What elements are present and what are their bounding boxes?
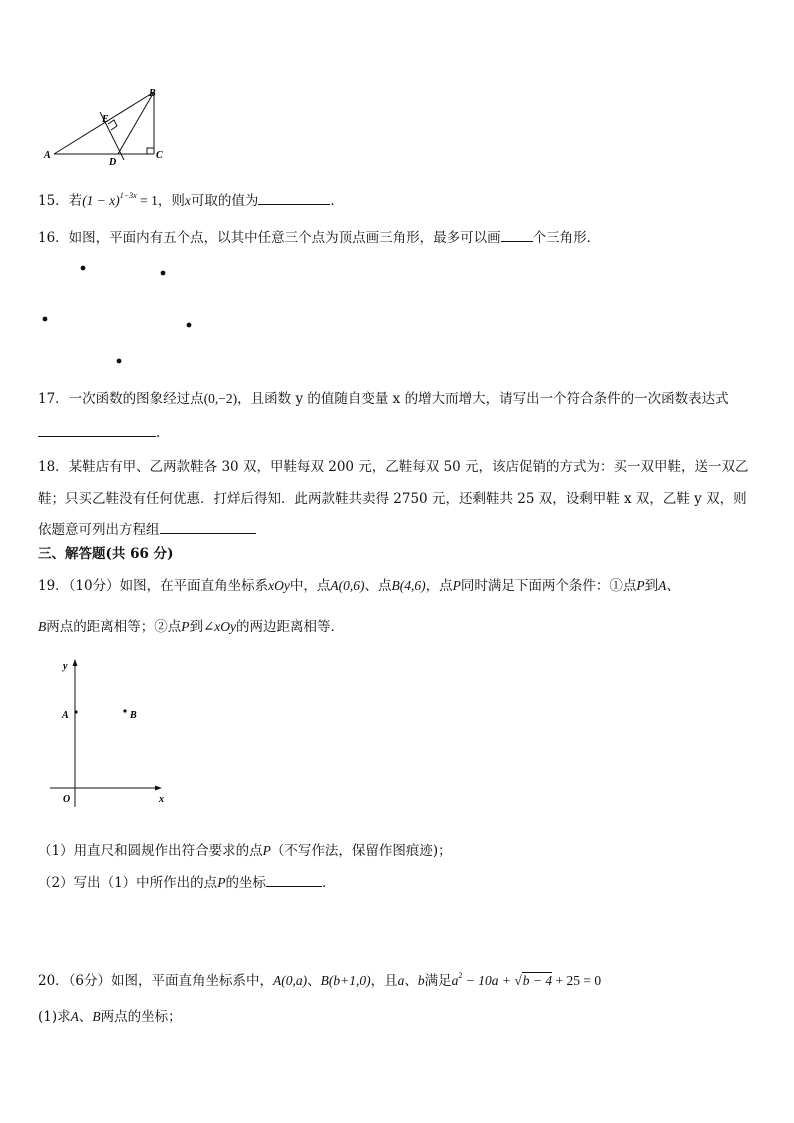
label-A: A [44, 150, 51, 161]
point-1 [81, 266, 86, 271]
question-20-part-1 [38, 1008, 182, 1026]
q19-point-a: A(0,6) [330, 578, 365, 593]
segment-BD [118, 92, 154, 154]
q20-satisfy: 满足 [424, 973, 452, 989]
q19-part1-prefix: （1）用直尺和圆规作出符合要求的点 [38, 843, 263, 859]
q19-sep: 、 [666, 578, 680, 594]
q17-answer-blank[interactable] [38, 424, 156, 437]
point-A [74, 710, 77, 713]
q19-part1-suffix: （不写作法，保留作图痕迹)； [270, 843, 452, 859]
q20-eq-square: 2 [458, 971, 463, 980]
q19-angle: ∠xOy [203, 619, 237, 634]
q19-line2a: 两点的距离相等；②点 [46, 619, 182, 635]
question-18-line-3 [38, 521, 256, 539]
q19-mid3: ，点 [425, 578, 453, 594]
q20-a: a [397, 973, 405, 988]
q19-p2: P [636, 578, 645, 593]
q20-mid: ，且 [370, 973, 398, 989]
q20-sep: 、 [307, 973, 321, 989]
question-19-line-2 [38, 618, 344, 636]
q19-part2-end: ． [321, 875, 336, 891]
q19-line2c: 的两边距离相等． [236, 619, 345, 635]
q15-suffix: 可取的值为 [190, 193, 259, 209]
label-E: E [102, 114, 109, 125]
q19-part2-p: P [217, 875, 226, 890]
question-17 [38, 390, 729, 408]
question-17-answer-line [38, 424, 160, 442]
q15-end: ． [330, 193, 344, 209]
q20-eq-sqrt: b − 4 [522, 973, 553, 988]
q15-exponent: 1−3x [119, 191, 137, 200]
point-2 [161, 271, 166, 276]
q17-point: (0,−2) [203, 391, 238, 406]
q15-answer-blank[interactable] [258, 192, 330, 205]
q20-part1-a: A [70, 1009, 79, 1024]
sqrt-icon: √ [514, 973, 522, 988]
q19-line2b: 到 [189, 619, 203, 635]
question-19-part-2 [38, 874, 335, 892]
question-19-line-1 [38, 577, 680, 595]
graph-label-a: A [62, 710, 69, 721]
graph-label-b: B [130, 710, 137, 721]
q15-rhs: = 1 [136, 193, 158, 208]
q20-comma: 、 [404, 973, 418, 989]
q19-prefix: 19．（10分）如图，在平面直角坐标系 [38, 578, 269, 594]
q19-part1-p: P [262, 843, 271, 858]
question-18-line-2: 鞋；只买乙鞋没有任何优惠．打烊后得知．此两款鞋共卖得 2750 元，还剩鞋共 25 双，设剩甲鞋 x 双，乙鞋 y 双，则 [38, 491, 747, 507]
coordinate-graph [46, 655, 176, 810]
q16-text: 16．如图，平面内有五个点，以其中任意三个点为顶点画三角形，最多可以画 [38, 230, 501, 246]
graph-label-x: x [159, 794, 164, 805]
q20-point-a: A(0,a) [273, 973, 308, 988]
q19-p3: P [181, 619, 190, 634]
q19-b: B [38, 619, 47, 634]
graph-label-y: y [63, 661, 68, 672]
label-B: B [149, 88, 156, 99]
q16-suffix: 个三角形． [532, 230, 601, 246]
triangle-figure [38, 84, 178, 168]
label-D: D [109, 157, 117, 168]
q19-mid4: 同时满足下面两个条件：①点 [460, 578, 637, 594]
point-3 [43, 317, 48, 322]
q16-answer-blank[interactable] [501, 229, 533, 242]
q20-eq-right: + 25 = 0 [552, 973, 602, 988]
q17-end: . [156, 425, 161, 441]
q19-system: xOy [268, 578, 290, 593]
q19-mid2: 、点 [364, 578, 392, 594]
q20-part1-prefix: (1)求 [38, 1009, 71, 1025]
graph-label-o: O [63, 794, 71, 805]
y-axis-arrow [73, 659, 78, 666]
q15-prefix: 15．若 [38, 193, 83, 209]
q15-mid: ，则 [157, 193, 185, 209]
question-19-part-1 [38, 842, 452, 860]
q19-mid1: 中，点 [289, 578, 331, 594]
q20-prefix: 20．（6分）如图，平面直角坐标系中， [38, 973, 274, 989]
point-4 [187, 323, 192, 328]
q15-base: (1 − x) [82, 193, 120, 208]
q20-eq-left: a [451, 973, 459, 988]
q15-var: x [184, 193, 191, 208]
right-angle-mark-E [108, 120, 117, 130]
q19-a: A [658, 578, 667, 593]
q17-text: ，且函数 y 的值随自变量 x 的增大而增大，请写出一个符合条件的一次函数表达式 [237, 391, 729, 407]
q20-eq-mid: − 10a + [462, 973, 515, 988]
q19-p: P [452, 578, 461, 593]
q19-part2-suffix: 的坐标 [225, 875, 266, 891]
q20-b: b [417, 973, 425, 988]
section-3-title: 三、解答题(共 66 分) [38, 546, 174, 562]
q18-line3-text: 依题意可列出方程组 [38, 522, 160, 538]
x-axis-arrow [155, 786, 162, 791]
q17-prefix: 17．一次函数的图象经过点 [38, 391, 204, 407]
label-C: C [156, 150, 163, 161]
q19-part2-prefix: （2）写出（1）中所作出的点 [38, 875, 218, 891]
q19-mid5: 到 [644, 578, 659, 594]
point-B [123, 709, 126, 712]
q20-part1-sep: 、 [78, 1009, 93, 1025]
q20-part1-b: B [92, 1009, 101, 1024]
point-5 [117, 359, 122, 364]
question-16 [38, 229, 600, 247]
right-angle-mark-C [147, 148, 154, 154]
q19-point-b: B(4,6) [391, 578, 426, 593]
q18-answer-blank[interactable] [160, 521, 256, 534]
q20-part1-suffix: 两点的坐标； [100, 1009, 182, 1025]
five-points-figure [30, 258, 210, 370]
question-15 [38, 192, 344, 212]
q19-answer-blank[interactable] [266, 874, 322, 887]
q20-point-b: B(b+1,0) [320, 973, 371, 988]
question-18-line-1: 18．某鞋店有甲、乙两款鞋各 30 双，甲鞋每双 200 元，乙鞋每双 50 元，该店促销的方式为：买一双甲鞋，送一双乙 [38, 459, 749, 475]
question-20 [38, 972, 601, 992]
